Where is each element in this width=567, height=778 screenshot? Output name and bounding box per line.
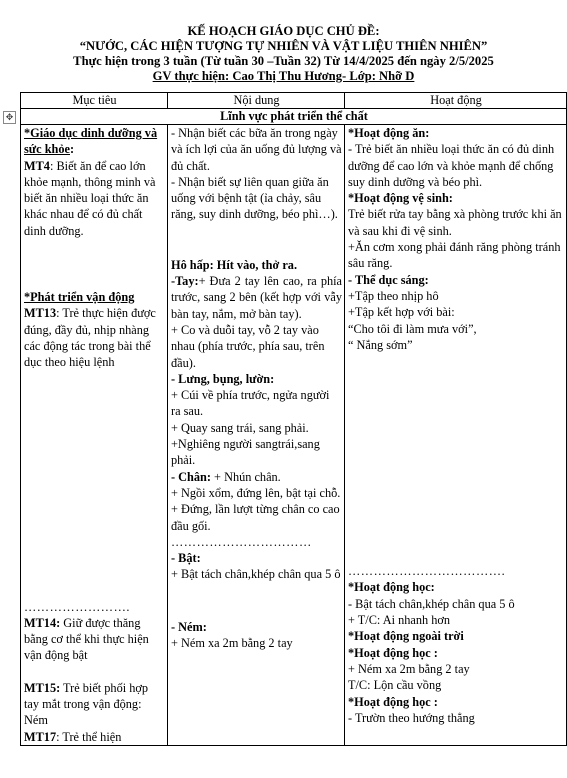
hygiene-colon: : [448, 191, 453, 206]
leg-text: + Nhún chân. [210, 469, 281, 484]
column-header-activities: Hoạt động [345, 93, 567, 109]
plan-teacher: GV thực hiện: Cao Thị Thu Hương- Lớp: Nhỡ D [152, 69, 415, 83]
learn-text: - Bật tách chân,khép chân qua 5 ô [348, 596, 515, 611]
leg-2: + Ngồi xổm, đứng lên, bật tại chỗ. [171, 485, 341, 500]
morning-3: “Cho tôi đi làm mưa với”, [348, 321, 477, 336]
game-1: + T/C: Ai nhanh hơn [348, 613, 451, 628]
leg-3: + Đứng, lần lượt từng chân co cao đầu gối. [171, 502, 340, 533]
plan-period: Thực hiện trong 3 tuần (Từ tuần 30 –Tuần 32) Từ 14/4/2025 đến ngày 2/5/2025 [73, 54, 494, 68]
learn-heading: *Hoạt động học: [348, 580, 435, 595]
throw-text: + Ném xa 2m bằng 2 tay [171, 636, 293, 651]
outdoor-heading: *Hoạt động ngoài trời [348, 629, 464, 644]
content-cell [168, 125, 345, 746]
breath-exercise: Hô hấp: Hít vào, thở ra. [171, 257, 298, 272]
objectives-cell: *Giáo dục dinh dưỡng và sức khỏe: MT4: Biết ăn để cao lớn khỏe mạnh, thông minh và biết ăn nhiều loại thức ăn khác nhau để có đủ chất dinh dưỡng. *Phát triển vận động MT13: Trẻ thực hiện được đúng, đầy đủ, nhịp nhàng các động tác trong bài thể dục theo hiệu lệnh ……………………. MT14: Giữ được thăng bằng cơ thể khi thực hiện vận động bật MT15: Trẻ biết phối hợp tay mắt trong vận động: Ném MT17: Trẻ thể hiện [21, 125, 168, 746]
leg-label: - Chân: [171, 469, 211, 484]
morning-4: “ Nắng sớm” [348, 337, 413, 352]
mt4-text: : Biết ăn để cao lớn khỏe mạnh, thông minh và biết ăn nhiều loại thức ăn khác nhau để có đủ chất dinh dưỡng. [24, 158, 156, 238]
back-3: +Nghiêng người sangtrái,sang phải. [171, 437, 320, 468]
plan-title: KẾ HOẠCH GIÁO DỤC CHỦ ĐỀ: [187, 24, 380, 38]
learn2-heading: *Hoạt động học : [348, 645, 438, 660]
content-n1: - Nhận biết các bữa ăn trong ngày và ích lợi của ăn uống đủ lượng và đủ chất. [171, 126, 342, 173]
nutrition-heading: *Giáo dục dinh dưỡng và sức khỏe [24, 126, 158, 157]
objectives-dots: ……………………. [24, 599, 130, 614]
activities-dots: ………………………………. [348, 564, 506, 579]
throw-label: - Ném: [171, 619, 207, 634]
eat-heading: *Hoạt động ăn: [348, 126, 430, 140]
arm-text: + Đưa 2 tay lên cao, ra phía trước, sang 2 bên (kết hợp với vẫy bàn tay, nắm, mở bàn tay). [171, 274, 342, 321]
content-n2: - Nhận biết sự liên quan giữa ăn uống với bệnh tật (ỉa chảy, sâu răng, suy dinh dưỡng, béo phì…). [171, 174, 338, 222]
mt4-code: MT4 [24, 158, 50, 173]
eat-text: - Trẻ biết ăn nhiều loại thức ăn có đủ dinh dưỡng để cao lớn và khỏe mạnh để chống suy dinh dưỡng và béo phì. [348, 142, 555, 189]
education-plan-table [20, 92, 567, 746]
mt15-text: Trẻ biết phối hợp tay mắt trong vận động: Ném [24, 680, 149, 728]
hygiene-text: Trẻ biết rửa tay bằng xà phòng trước khi ăn và sau khi đi vệ sinh. [348, 207, 562, 238]
back-label: - Lưng, bụng, lườn: [171, 371, 275, 386]
column-header-objectives: Mục tiêu [21, 93, 168, 109]
mt13-code: MT13 [24, 306, 57, 321]
mt15-code: MT15: [24, 680, 61, 695]
jump-text: + Bật tách chân,khép chân qua 5 ô [171, 567, 341, 582]
hygiene-text-2: +Ăn cơm xong phải đánh răng phòng tránh sâu răng. [348, 240, 561, 271]
morning-1: +Tập theo nhịp hô [348, 288, 439, 303]
header-row [21, 93, 567, 109]
mt17-text: : Trẻ thể hiện [56, 729, 122, 744]
table-move-handle-icon[interactable]: ✥ [3, 111, 16, 124]
activities-cell [345, 125, 567, 746]
domain-title: Lĩnh vực phát triển thể chất [21, 109, 567, 125]
mt14-code: MT14: [24, 615, 61, 630]
back-2: + Quay sang trái, sang phải. [171, 420, 309, 435]
morning-heading: - Thể dục sáng: [348, 272, 429, 287]
learn2-text: + Ném xa 2m bằng 2 tay [348, 661, 470, 676]
learn3-text: - Trườn theo hướng thẳng [348, 710, 475, 725]
hygiene-heading: *Hoạt động vệ sinh [348, 191, 449, 206]
arm-text-2: + Co và duỗi tay, vỗ 2 tay vào nhau (phía trước, phía sau, trên đầu). [171, 322, 325, 370]
game-2: T/C: Lộn cầu vồng [348, 678, 442, 693]
plan-theme: “NƯỚC, CÁC HIỆN TƯỢNG TỰ NHIÊN VÀ VẬT LIỆU THIÊN NHIÊN” [79, 39, 488, 53]
morning-2: +Tập kết hợp với bài: [348, 305, 455, 320]
mt13-text: : Trẻ thực hiện được đúng, đầy đủ, nhịp nhàng các động tác trong bài thể dục theo hiệu lệnh [24, 306, 156, 370]
back-1: + Cúi về phía trước, ngửa người ra sau. [171, 388, 330, 419]
column-header-content: Nội dung [168, 93, 345, 109]
learn3-heading: *Hoạt động học : [348, 694, 438, 709]
jump-label: - Bật: [171, 551, 201, 566]
mt17-code: MT17 [24, 729, 57, 744]
domain-row [21, 109, 567, 125]
document-header [0, 24, 567, 84]
motor-heading: *Phát triển vận động [24, 290, 135, 305]
content-row [21, 125, 567, 746]
arm-label: -Tay: [171, 274, 199, 289]
mt14-text: Giữ được thăng bằng cơ thể khi thực hiện vận động bật [24, 615, 149, 663]
content-dots: …………………………… [171, 534, 312, 549]
